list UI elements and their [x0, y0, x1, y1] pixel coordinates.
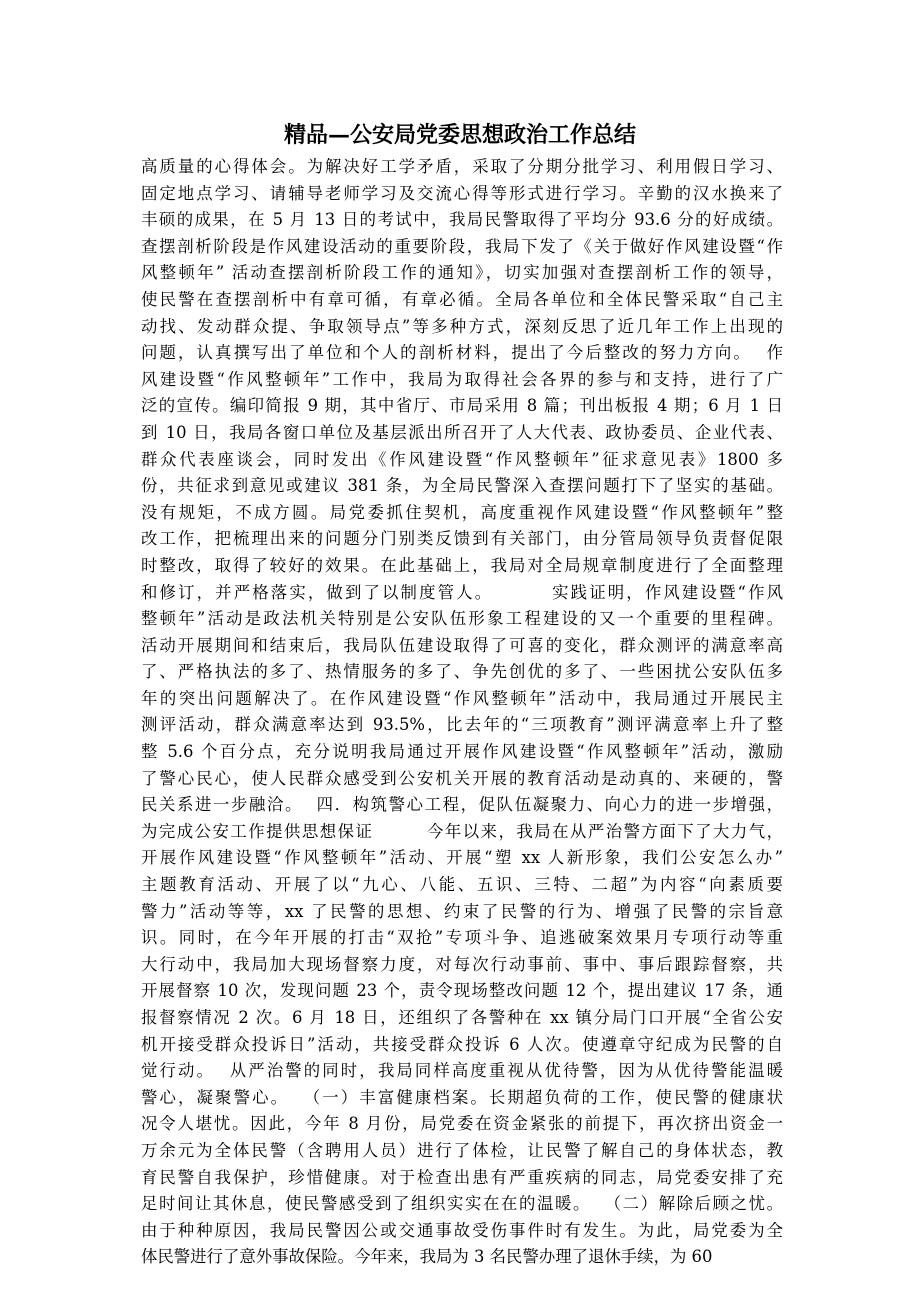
body-text-line: 由于种种原因，我局民警因公或交通事故受伤事件时有发生。为此，局党委为全	[141, 1220, 783, 1240]
body-text-line: 报督察情况 2 次。6 月 18 日，还组织了各警种在 xx 镇分局门口开展“全省公安	[141, 1008, 783, 1027]
body-text-line: 大行动中，我局加大现场督察力度，对每次行动事前、事中、事后跟踪督察，共	[141, 954, 783, 974]
body-text-line: 了、严格执法的多了、热情服务的多了、争先创优的多了、一些困扰公安队伍多	[141, 662, 783, 682]
body-text-line: 风建设暨“作风整顿年”工作中，我局为取得社会各界的参与和支持，进行了广	[141, 369, 783, 389]
body-text-line: 万余元为全体民警（含聘用人员）进行了体检，让民警了解自己的身体状态，教	[141, 1140, 783, 1160]
body-text-line: 风整顿年” 活动查摆剖析阶段工作的通知》，切实加强对查摆剖析工作的领导，	[141, 263, 783, 283]
body-text-line: 份，共征求到意见或建议 381 条，为全局民警深入查摆问题打下了坚实的基础。	[141, 476, 783, 496]
body-text-line: 到 10 日，我局各窗口单位及基层派出所召开了人大代表、政协委员、企业代表、	[141, 422, 783, 442]
body-text-line: 识。同时，在今年开展的打击“双抢”专项斗争、追逃破案效果月专项行动等重	[141, 928, 783, 948]
body-text-line: 测评活动，群众满意率达到 93.5%，比去年的“三项教育”测评满意率上升了整	[141, 715, 783, 735]
body-text-line: 动找、发动群众提、争取领导点”等多种方式，深刻反思了近几年工作上出现的	[141, 316, 783, 336]
body-text-line: 觉行动。 从严治警的同时，我局同样高度重视从优待警，因为从优待警能温暖	[141, 1061, 783, 1081]
body-text-line: 开展督察 10 次，发现问题 23 个，责令现场整改问题 12 个，提出建议 17 条，通	[141, 981, 783, 1001]
body-text-line: 育民警自我保护，珍惜健康。对于检查出患有严重疾病的同志，局党委安排了充	[141, 1167, 783, 1187]
body-text-line: 整顿年”活动是政法机关特别是公安队伍形象工程建设的又一个重要的里程碑。	[141, 609, 783, 629]
body-text-line: 民关系进一步融洽。 四．构筑警心工程，促队伍凝聚力、向心力的进一步增强，	[141, 795, 783, 815]
body-text-line: 主题教育活动、开展了以“九心、八能、五识、三特、二超”为内容“向素质要	[141, 875, 783, 895]
body-text-line: 警力”活动等等，xx 了民警的思想、约束了民警的行为、增强了民警的宗旨意	[141, 901, 783, 921]
body-text-line: 群众代表座谈会，同时发出《作风建设暨“作风整顿年”征求意见表》1800 多	[141, 449, 783, 469]
body-text-line: 足时间让其休息，使民警感受到了组织实实在在的温暖。 （二）解除后顾之忧。	[141, 1194, 783, 1214]
body-text-line: 整 5.6 个百分点，充分说明我局通过开展作风建设暨“作风整顿年”活动，激励	[141, 742, 783, 762]
body-text-line: 为完成公安工作提供思想保证 今年以来，我局在从严治警方面下了大力气，	[141, 821, 783, 841]
body-text-line: 和修订，并严格落实，做到了以制度管人。 实践证明，作风建设暨“作风	[141, 582, 783, 602]
body-text-line: 开展作风建设暨“作风整顿年”活动、开展“塑 xx 人新形象，我们公安怎么办”	[141, 848, 783, 868]
body-text-line: 了警心民心，使人民群众感受到公安机关开展的教育活动是动真的、来硬的，警	[141, 768, 783, 788]
body-text-line: 使民警在查摆剖析中有章可循，有章必循。全局各单位和全体民警采取“自己主	[141, 289, 783, 309]
body-text-line: 年的突出问题解决了。在作风建设暨“作风整顿年”活动中，我局通过开展民主	[141, 688, 783, 708]
body-text-line: 活动开展期间和结束后，我局队伍建设取得了可喜的变化，群众测评的满意率高	[141, 635, 783, 655]
body-text-line: 查摆剖析阶段是作风建设活动的重要阶段，我局下发了《关于做好作风建设暨“作	[141, 236, 783, 256]
body-text-line: 高质量的心得体会。为解决好工学矛盾，采取了分期分批学习、利用假日学习、	[141, 157, 783, 176]
body-text-line: 时整改，取得了较好的效果。在此基础上，我局对全局规章制度进行了全面整理	[141, 555, 783, 575]
body-text-line: 改工作，把梳理出来的问题分门别类反馈到有关部门，由分管局领导负责督促限	[141, 529, 783, 549]
body-text-line: 丰硕的成果，在 5 月 13 日的考试中，我局民警取得了平均分 93.6 分的好成绩。	[141, 210, 783, 230]
body-text-line: 机开接受群众投诉日”活动，共接受群众投诉 6 人次。使遵章守纪成为民警的自	[141, 1034, 783, 1054]
document-title: 精品—公安局党委思想政治工作总结	[283, 122, 636, 148]
body-text-line: 固定地点学习、请辅导老师学习及交流心得等形式进行学习。辛勤的汉水换来了	[141, 183, 783, 203]
document-body	[141, 154, 783, 1271]
body-text-line: 泛的宣传。编印简报 9 期，其中省厅、市局采用 8 篇；刊出板报 4 期；6 月 1 日	[141, 396, 783, 416]
body-text-line: 体民警进行了意外事故保险。今年来，我局为 3 名民警办理了退休手续，为 60	[141, 1247, 713, 1267]
body-text-line: 况令人堪忧。因此，今年 8 月份，局党委在资金紧张的前提下，再次挤出资金一	[141, 1114, 783, 1134]
body-text-line: 没有规矩，不成方圆。局党委抓住契机，高度重视作风建设暨“作风整顿年”整	[141, 502, 783, 522]
body-text-line: 问题，认真撰写出了单位和个人的剖析材料，提出了今后整改的努力方向。 作	[141, 343, 783, 363]
body-text-line: 警心，凝聚警心。 （一）丰富健康档案。长期超负荷的工作，使民警的健康状	[141, 1087, 783, 1107]
